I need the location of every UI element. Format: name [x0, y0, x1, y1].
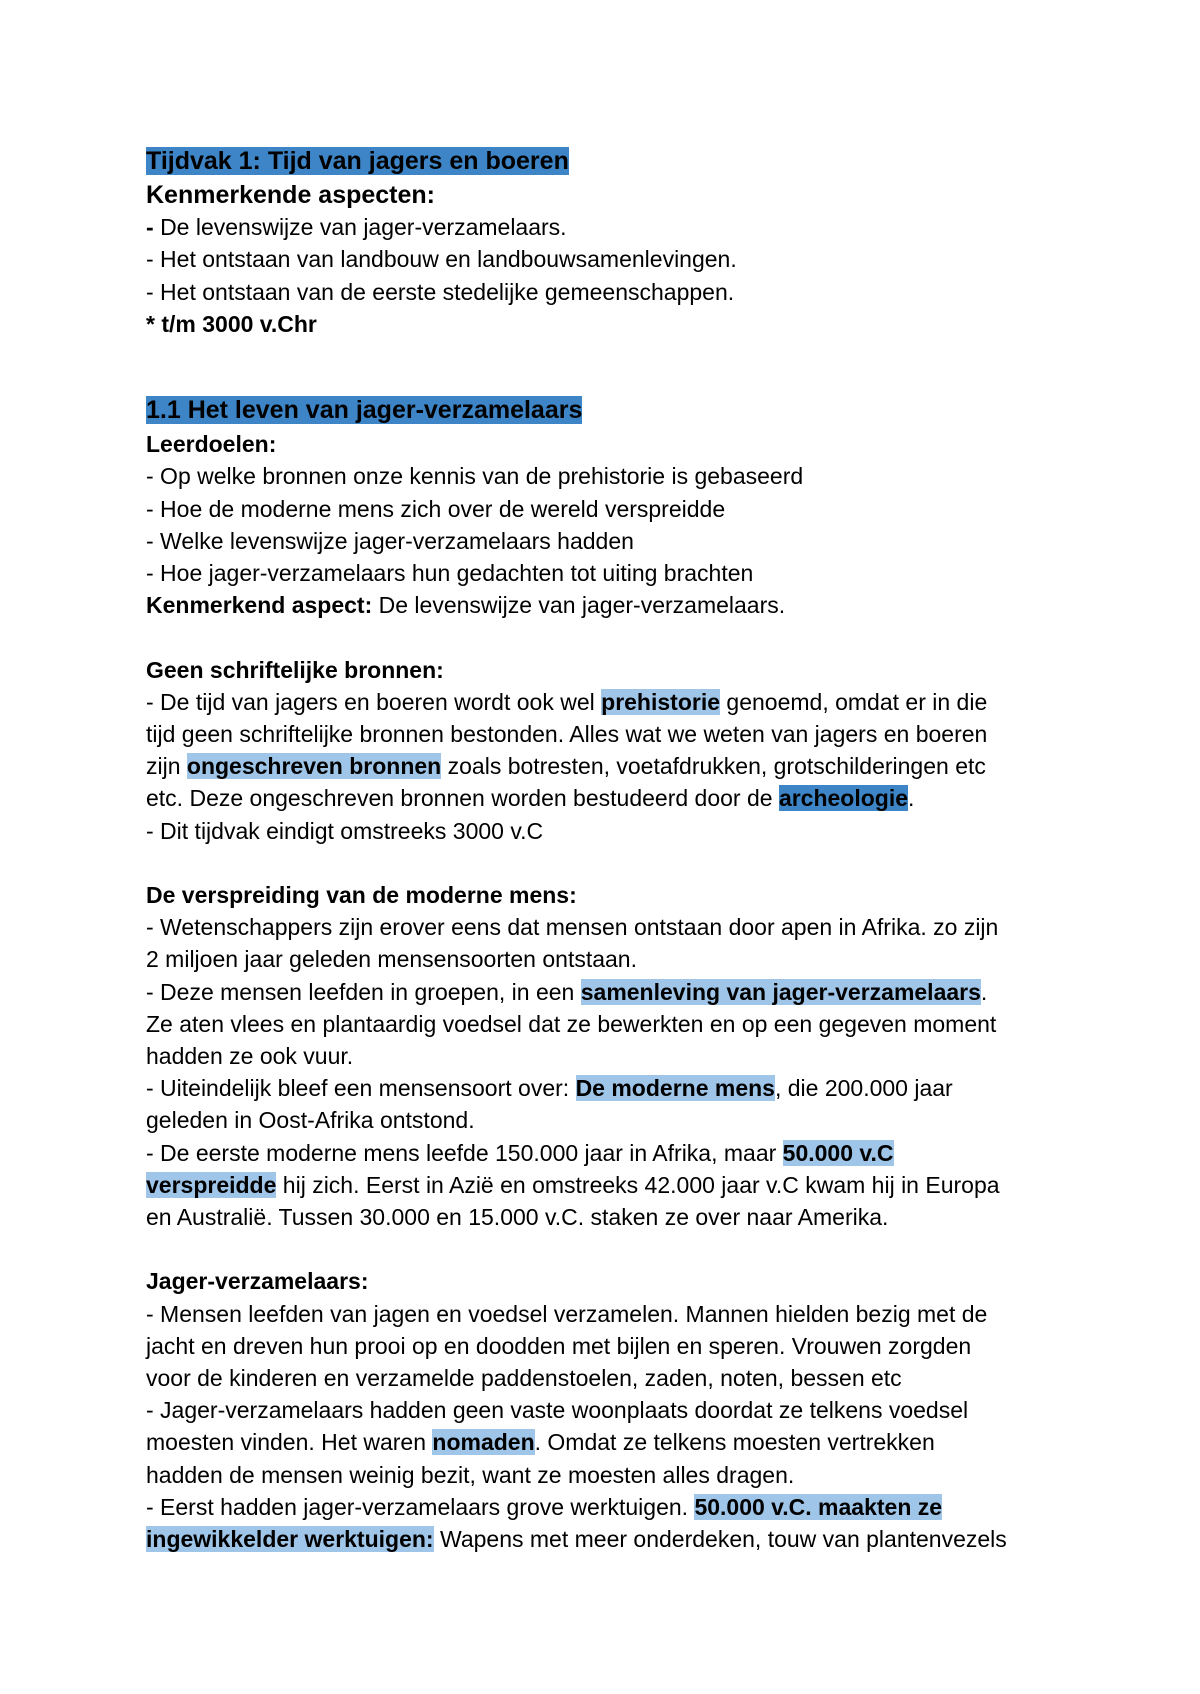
paragraph-line: etc. Deze ongeschreven bronnen worden bestudeerd door de archeologie. [146, 785, 915, 812]
goal-item: - Hoe de moderne mens zich over de wereld verspreidde [146, 495, 726, 522]
aspect-item: - De levenswijze van jager-verzamelaars. [146, 214, 567, 241]
paragraph-line: ingewikkelder werktuigen: Wapens met meer onderdeken, touw van plantenvezels [146, 1526, 1007, 1553]
paragraph-line: hadden de mensen weinig bezit, want ze moesten alles dragen. [146, 1461, 795, 1488]
term-highlight: archeologie [778, 785, 909, 812]
term-highlight: 50.000 v.C. maakten ze [694, 1493, 943, 1520]
term-highlight: samenleving van jager-verzamelaars [580, 978, 981, 1005]
aspect-item: - Het ontstaan van landbouw en landbouwsamenlevingen. [146, 246, 737, 273]
term-highlight: nomaden [432, 1429, 535, 1456]
paragraph-line: zijn ongeschreven bronnen zoals botresten, voetafdrukken, grotschilderingen etc [146, 753, 986, 780]
aspect-line: Kenmerkend aspect: De levenswijze van jager-verzamelaars. [146, 592, 786, 619]
term-highlight: ongeschreven bronnen [186, 753, 442, 780]
goal-item: - Welke levenswijze jager-verzamelaars hadden [146, 527, 634, 554]
period-note: * t/m 3000 v.Chr [146, 310, 317, 337]
paragraph-line: en Australië. Tussen 30.000 en 15.000 v.C. staken ze over naar Amerika. [146, 1204, 889, 1231]
paragraph-line: - De eerste moderne mens leefde 150.000 jaar in Afrika, maar 50.000 v.C [146, 1139, 894, 1166]
term-highlight: 50.000 v.C [782, 1139, 894, 1166]
paragraph-line: hadden ze ook vuur. [146, 1043, 354, 1070]
section-title: 1.1 Het leven van jager-verzamelaars [146, 396, 583, 425]
paragraph-line: - Mensen leefden van jagen en voedsel verzamelen. Mannen hielden bezig met de [146, 1300, 988, 1327]
hunters-heading: Jager-verzamelaars: [146, 1268, 369, 1295]
paragraph-line: verspreidde hij zich. Eerst in Azië en omstreeks 42.000 jaar v.C kwam hij in Europa [146, 1171, 1000, 1198]
goal-item: - Hoe jager-verzamelaars hun gedachten tot uiting brachten [146, 560, 754, 587]
term-highlight: verspreidde [146, 1171, 277, 1198]
sources-heading: Geen schriftelijke bronnen: [146, 656, 444, 683]
paragraph-line: tijd geen schriftelijke bronnen bestonden. Alles wat we weten van jagers en boeren [146, 721, 988, 748]
document-page [146, 143, 1086, 1555]
goals-label: Leerdoelen: [146, 431, 277, 458]
term-highlight: De moderne mens [575, 1075, 775, 1102]
paragraph-line: - Deze mensen leefden in groepen, in een samenleving van jager-verzamelaars. [146, 978, 988, 1005]
term-highlight: prehistorie [601, 688, 721, 715]
paragraph-line: geleden in Oost-Afrika ontstond. [146, 1107, 475, 1134]
spread-heading: De verspreiding van de moderne mens: [146, 882, 577, 909]
paragraph-line: Ze aten vlees en plantaardig voedsel dat ze bewerkten en op een gegeven moment [146, 1010, 997, 1037]
aspects-subtitle: Kenmerkende aspecten: [146, 181, 436, 209]
paragraph-line: - Eerst hadden jager-verzamelaars grove werktuigen. 50.000 v.C. maakten ze [146, 1493, 943, 1520]
paragraph-line: voor de kinderen en verzamelde paddenstoelen, zaden, noten, bessen etc [146, 1365, 902, 1392]
paragraph-line: jacht en dreven hun prooi op en doodden met bijlen en speren. Vrouwen zorgden [146, 1332, 972, 1359]
tijdvak-title: Tijdvak 1: Tijd van jagers en boeren [146, 147, 569, 175]
paragraph-line: - Uiteindelijk bleef een mensensoort over: De moderne mens, die 200.000 jaar [146, 1075, 953, 1102]
paragraph-line: moesten vinden. Het waren nomaden. Omdat ze telkens moesten vertrekken [146, 1429, 935, 1456]
aspect-item: - Het ontstaan van de eerste stedelijke gemeenschappen. [146, 278, 735, 305]
paragraph-line: 2 miljoen jaar geleden mensensoorten ontstaan. [146, 946, 637, 973]
paragraph-line: - De tijd van jagers en boeren wordt ook wel prehistorie genoemd, omdat er in die [146, 688, 988, 715]
paragraph-line: - Jager-verzamelaars hadden geen vaste woonplaats doordat ze telkens voedsel [146, 1397, 969, 1424]
paragraph-line: - Dit tijdvak eindigt omstreeks 3000 v.C [146, 817, 544, 844]
goal-item: - Op welke bronnen onze kennis van de prehistorie is gebaseerd [146, 463, 804, 490]
term-highlight: ingewikkelder werktuigen: [146, 1526, 434, 1553]
paragraph-line: - Wetenschappers zijn erover eens dat mensen ontstaan door apen in Afrika. zo zijn [146, 914, 999, 941]
